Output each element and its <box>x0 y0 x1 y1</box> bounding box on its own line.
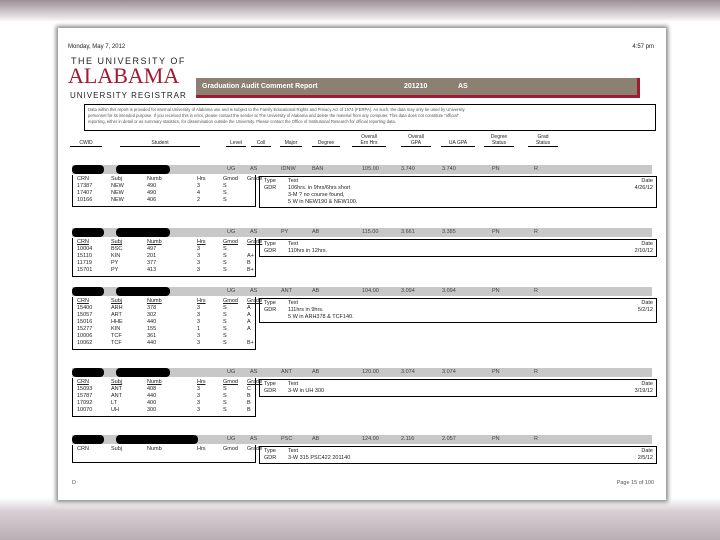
course-col-grade: Grade <box>247 239 263 245</box>
course-cell-crn: 10166 <box>77 197 93 203</box>
column-header-line: Status <box>484 140 514 147</box>
column-header-student <box>120 140 200 147</box>
comment-text: 3-W 315 PSC422 201140 <box>288 455 351 461</box>
comment-table <box>259 298 657 323</box>
comment-table <box>259 239 657 257</box>
course-col-subj: Subj <box>111 176 123 182</box>
course-cell-gmod: S <box>223 386 227 392</box>
course-cell-subj: ART <box>111 312 122 318</box>
comment-col-date: Date <box>641 178 653 184</box>
student-level: UG <box>227 229 236 235</box>
course-cell-grade: A <box>247 312 251 318</box>
course-cell-subj: KIN <box>111 253 121 259</box>
course-table <box>72 175 263 207</box>
course-col-grade: Grade <box>247 176 263 182</box>
student-row-bar <box>72 435 652 444</box>
course-table <box>72 445 263 463</box>
course-cell-crn: 10062 <box>77 340 93 346</box>
student-major: PSC <box>281 436 293 442</box>
student-gpa: 3.074 <box>401 369 415 375</box>
course-cell-gmod: S <box>223 393 227 399</box>
course-cell-numb: 440 <box>147 319 157 325</box>
course-cell-subj: BSC <box>111 246 123 252</box>
course-cell-gmod: S <box>223 407 227 413</box>
course-cell-subj: TCF <box>111 333 122 339</box>
course-cell-numb: 361 <box>147 333 157 339</box>
redacted-cwid <box>72 228 104 237</box>
course-cell-numb: 400 <box>147 400 157 406</box>
comment-col-text: Text <box>288 241 299 247</box>
course-cell-gmod: S <box>223 333 227 339</box>
report-title: Graduation Audit Comment Report <box>202 83 318 90</box>
redacted-cwid <box>72 435 104 444</box>
course-cell-gmod: S <box>223 400 227 406</box>
course-cell-grade: B+ <box>247 340 254 346</box>
column-header-gpa1 <box>401 134 431 147</box>
course-cell-hrs: 2 <box>197 197 201 203</box>
student-major: IDNW <box>281 166 296 172</box>
course-cell-hrs: 3 <box>197 340 201 346</box>
course-cell-hrs: 3 <box>197 183 201 189</box>
student-ua_gpa: 3.740 <box>442 166 456 172</box>
comment-col-date: Date <box>641 381 653 387</box>
student-hrs: 124.00 <box>362 436 379 442</box>
student-level: UG <box>227 436 236 442</box>
comment-table <box>259 176 657 208</box>
course-cell-grade: A+ <box>247 253 254 259</box>
course-cell-numb: 406 <box>147 197 157 203</box>
course-cell-hrs: 3 <box>197 305 201 311</box>
comment-text: 3-W in UH 300 <box>288 388 325 394</box>
comment-type: GDR <box>264 185 277 191</box>
course-col-hrs: Hrs <box>197 298 206 304</box>
course-col-crn: CRN <box>77 239 89 245</box>
course-cell-hrs: 3 <box>197 386 201 392</box>
course-cell-hrs: 3 <box>197 400 201 406</box>
course-cell-crn: 11719 <box>77 260 92 266</box>
comment-col-type: Type <box>264 381 276 387</box>
report-time: 4:57 pm <box>632 44 654 50</box>
column-header-line: Grad <box>537 134 549 140</box>
course-cell-crn: 15110 <box>77 253 92 259</box>
course-col-gmod: Gmod <box>223 379 238 385</box>
comment-date: 2/5/12 <box>637 455 653 461</box>
course-cell-grade: B+ <box>247 267 254 273</box>
course-cell-subj: LT <box>111 400 118 406</box>
course-col-gmod: Gmod <box>223 298 238 304</box>
column-header-line: Status <box>528 140 558 147</box>
logo-line1: THE UNIVERSITY OF <box>71 56 186 66</box>
course-col-numb: Numb <box>147 298 162 304</box>
course-cell-hrs: 4 <box>197 190 201 196</box>
course-cell-subj: UH <box>111 407 119 413</box>
redacted-student-name <box>116 287 170 296</box>
comment-col-date: Date <box>641 241 653 247</box>
course-cell-gmod: S <box>223 190 227 196</box>
course-cell-numb: 440 <box>147 340 157 346</box>
redacted-student-name <box>116 228 170 237</box>
course-cell-gmod: S <box>223 340 227 346</box>
course-cell-hrs: 3 <box>197 260 201 266</box>
report-college: AS <box>458 83 468 90</box>
course-col-numb: Numb <box>147 379 162 385</box>
column-header-level <box>226 140 246 147</box>
student-row-bar <box>72 228 652 237</box>
student-coll: AS <box>250 166 258 172</box>
course-cell-grade: A <box>247 305 251 311</box>
course-cell-gmod: S <box>223 326 227 332</box>
student-gpa: 3.740 <box>401 166 415 172</box>
course-col-subj: Subj <box>111 298 123 304</box>
course-cell-hrs: 3 <box>197 407 201 413</box>
course-cell-crn: 15016 <box>77 319 93 325</box>
comment-col-date: Date <box>641 300 653 306</box>
course-cell-hrs: 3 <box>197 333 201 339</box>
student-row-bar <box>72 368 652 377</box>
slide-top-border <box>0 0 720 22</box>
comment-col-text: Text <box>288 448 299 454</box>
column-header-cwid <box>70 140 102 147</box>
course-cell-numb: 497 <box>147 246 157 252</box>
student-degree: AB <box>312 436 320 442</box>
redacted-cwid <box>72 165 104 174</box>
column-header-line: Coll <box>251 140 271 147</box>
report-term: 201210 <box>404 83 428 90</box>
student-row-bar <box>72 165 652 174</box>
slide-bottom-border <box>0 498 720 540</box>
course-col-gmod: Gmod <box>223 239 238 245</box>
course-col-numb: Numb <box>147 176 162 182</box>
course-cell-subj: TCF <box>111 340 122 346</box>
course-cell-numb: 490 <box>147 183 157 189</box>
column-header-line: Student <box>120 140 200 147</box>
course-cell-subj: KIN <box>111 326 121 332</box>
course-cell-numb: 377 <box>147 260 157 266</box>
course-cell-crn: 15701 <box>77 267 93 273</box>
comment-col-date: Date <box>641 448 653 454</box>
comment-text: 5 W in NEW190 & NEW100. <box>288 199 358 205</box>
student-gstat: R <box>534 229 538 235</box>
report-page <box>58 28 666 500</box>
comment-col-type: Type <box>264 300 276 306</box>
course-col-gmod: Gmod <box>223 176 238 182</box>
course-cell-crn: 17387 <box>77 183 93 189</box>
student-dstat: PN <box>492 166 500 172</box>
disclaimer-box <box>84 104 656 131</box>
course-cell-crn: 15787 <box>77 393 93 399</box>
course-cell-gmod: S <box>223 183 227 189</box>
course-cell-subj: PY <box>111 260 119 266</box>
course-cell-hrs: 3 <box>197 267 201 273</box>
comment-text: 111hrs in 9hrs. <box>288 307 324 313</box>
column-header-ua_gpa <box>441 140 475 147</box>
comment-text: 5 W in ARH378 & TCF140. <box>288 314 354 320</box>
course-cell-subj: PY <box>111 267 119 273</box>
course-cell-subj: NEW <box>111 183 124 189</box>
column-header-line: Ern Hrs <box>352 140 386 147</box>
course-cell-grade: C <box>247 386 251 392</box>
disclaimer-line: personnel for its intended purpose. If you received this in error, please contact the sender at The University of Alabama and delete the material from any computer. This data does not constitute "official" <box>88 113 459 118</box>
student-hrs: 115.00 <box>362 229 379 235</box>
comment-text: 110hrs in 12hrs. <box>288 248 328 254</box>
course-col-hrs: Hrs <box>197 446 206 452</box>
course-col-numb: Numb <box>147 446 162 452</box>
comment-col-text: Text <box>288 300 299 306</box>
course-cell-gmod: S <box>223 267 227 273</box>
column-header-major <box>280 140 302 147</box>
column-header-line: GPA <box>401 140 431 147</box>
course-cell-crn: 15277 <box>77 326 93 332</box>
course-cell-numb: 378 <box>147 305 157 311</box>
column-header-line: UA GPA <box>441 140 475 147</box>
student-dstat: PN <box>492 229 500 235</box>
course-cell-grade: B <box>247 400 251 406</box>
comment-col-type: Type <box>264 241 276 247</box>
course-cell-hrs: 3 <box>197 393 201 399</box>
course-cell-crn: 10070 <box>77 407 93 413</box>
student-gpa: 2.116 <box>401 436 415 442</box>
comment-table <box>259 379 657 397</box>
redacted-cwid <box>72 368 104 377</box>
column-header-line: Major <box>280 140 302 147</box>
comment-date: 2/10/12 <box>634 248 653 254</box>
course-col-gmod: Gmod <box>223 446 238 452</box>
course-cell-crn: 15057 <box>77 312 93 318</box>
comment-type: GDR <box>264 388 277 394</box>
course-col-crn: CRN <box>77 446 89 452</box>
course-col-grade: Grade <box>247 379 263 385</box>
course-cell-hrs: 3 <box>197 312 201 318</box>
course-cell-crn: 15093 <box>77 386 93 392</box>
student-gstat: R <box>534 288 538 294</box>
logo-line3: UNIVERSITY REGISTRAR <box>70 91 187 100</box>
course-cell-grade: B <box>247 260 251 266</box>
course-col-subj: Subj <box>111 446 123 452</box>
student-degree: BAN <box>312 166 324 172</box>
course-col-grade: Grade <box>247 446 263 452</box>
student-ua_gpa: 3.385 <box>442 229 456 235</box>
student-gpa: 3.094 <box>401 288 415 294</box>
course-cell-numb: 302 <box>147 312 157 318</box>
comment-date: 3/19/12 <box>634 388 653 394</box>
comment-date: 4/26/12 <box>634 185 653 191</box>
course-col-hrs: Hrs <box>197 379 206 385</box>
course-table <box>72 238 263 277</box>
course-cell-gmod: S <box>223 260 227 266</box>
course-col-grade: Grade <box>247 298 263 304</box>
student-major: ANT <box>281 288 292 294</box>
course-cell-subj: ANT <box>111 393 122 399</box>
comment-col-type: Type <box>264 178 276 184</box>
student-gstat: R <box>534 166 538 172</box>
course-cell-subj: NEW <box>111 190 124 196</box>
course-cell-grade: B <box>247 393 251 399</box>
course-col-crn: CRN <box>77 298 89 304</box>
page-number: Page 15 of 100 <box>616 480 654 486</box>
student-level: UG <box>227 288 236 294</box>
course-cell-gmod: S <box>223 246 227 252</box>
column-header-hrs1 <box>352 134 386 147</box>
student-dstat: PN <box>492 369 500 375</box>
comment-text: 106hrs. in 9hrs/6hrs short <box>288 185 351 191</box>
course-col-crn: CRN <box>77 176 89 182</box>
course-cell-gmod: S <box>223 312 227 318</box>
course-cell-numb: 155 <box>147 326 157 332</box>
comment-text: 3-M ? no course found, <box>288 192 345 198</box>
student-coll: AS <box>250 369 258 375</box>
course-cell-numb: 413 <box>147 267 157 273</box>
student-row-bar <box>72 287 652 296</box>
student-ua_gpa: 3.074 <box>442 369 456 375</box>
student-coll: AS <box>250 229 258 235</box>
logo-alabama: ALABAMA <box>68 63 180 88</box>
comment-col-text: Text <box>288 381 299 387</box>
column-header-coll <box>251 140 271 147</box>
student-gstat: R <box>534 369 538 375</box>
column-header-line: CWID <box>70 140 102 147</box>
column-header-dstat1 <box>484 134 514 147</box>
comment-col-text: Text <box>288 178 299 184</box>
course-cell-grade: B <box>247 407 251 413</box>
column-header-line: Level <box>226 140 246 147</box>
course-cell-numb: 201 <box>147 253 157 259</box>
disclaimer-line: Data within this report is provided for internal University of Alabama use and is subject to the Family Educational Rights and Privacy Act of 1974 (FERPA). As such, the data may only be used by University <box>88 107 465 112</box>
course-col-subj: Subj <box>111 239 123 245</box>
redacted-student-name <box>116 165 170 174</box>
comment-col-type: Type <box>264 448 276 454</box>
student-hrs: 104.00 <box>362 288 379 294</box>
student-major: PY <box>281 229 289 235</box>
report-date: Monday, May 7, 2012 <box>68 44 126 50</box>
course-cell-numb: 440 <box>147 393 157 399</box>
student-ua_gpa: 2.057 <box>442 436 456 442</box>
student-degree: AB <box>312 229 320 235</box>
redacted-cwid <box>72 287 104 296</box>
course-cell-crn: 10004 <box>77 246 93 252</box>
course-table <box>72 378 263 417</box>
course-cell-gmod: S <box>223 305 227 311</box>
course-cell-subj: HHE <box>111 319 123 325</box>
student-level: UG <box>227 166 236 172</box>
redacted-student-name <box>116 368 170 377</box>
course-cell-gmod: S <box>223 253 227 259</box>
comment-type: GDR <box>264 248 277 254</box>
disclaimer-line: reporting, either in detail or as summary statistics, for dissemination outside the University. Please contact the Office of Institutional Research for official reporting data. <box>88 119 396 124</box>
student-dstat: PN <box>492 436 500 442</box>
course-cell-subj: NEW <box>111 197 124 203</box>
course-cell-subj: ARH <box>111 305 123 311</box>
course-cell-gmod: S <box>223 197 227 203</box>
comment-type: GDR <box>264 455 277 461</box>
column-header-line: Degree <box>312 140 340 147</box>
course-col-subj: Subj <box>111 379 123 385</box>
student-coll: AS <box>250 288 258 294</box>
course-cell-crn: 15400 <box>77 305 93 311</box>
student-degree: AB <box>312 288 320 294</box>
comment-date: 5/2/12 <box>637 307 653 313</box>
student-degree: AB <box>312 369 320 375</box>
column-header-gstat1 <box>528 134 558 147</box>
course-col-hrs: Hrs <box>197 176 206 182</box>
course-cell-hrs: 1 <box>197 326 201 332</box>
student-ua_gpa: 3.094 <box>442 288 456 294</box>
student-hrs: 105.00 <box>362 166 379 172</box>
course-cell-numb: 490 <box>147 190 157 196</box>
student-gpa: 3.661 <box>401 229 415 235</box>
student-dstat: PN <box>492 288 500 294</box>
course-cell-hrs: 3 <box>197 319 201 325</box>
course-cell-grade: A <box>247 319 251 325</box>
course-cell-crn: 17407 <box>77 190 93 196</box>
student-major: ANT <box>281 369 292 375</box>
course-cell-hrs: 3 <box>197 253 201 259</box>
course-cell-subj: ANT <box>111 386 122 392</box>
column-header-line: Overall <box>361 134 377 140</box>
column-header-line: Overall <box>408 134 424 140</box>
course-cell-hrs: 3 <box>197 246 201 252</box>
course-cell-numb: 300 <box>147 407 157 413</box>
student-coll: AS <box>250 436 258 442</box>
student-hrs: 120.00 <box>362 369 379 375</box>
course-cell-grade: A <box>247 326 251 332</box>
student-level: UG <box>227 369 236 375</box>
comment-table <box>259 446 657 464</box>
course-col-crn: CRN <box>77 379 89 385</box>
course-cell-crn: 10006 <box>77 333 93 339</box>
course-table <box>72 297 263 350</box>
course-col-hrs: Hrs <box>197 239 206 245</box>
column-header-degree <box>312 140 340 147</box>
course-col-numb: Numb <box>147 239 162 245</box>
comment-type: GDR <box>264 307 277 313</box>
course-cell-gmod: S <box>223 319 227 325</box>
footer-left: D <box>72 480 76 486</box>
course-cell-crn: 17092 <box>77 400 93 406</box>
column-header-line: Degree <box>490 134 508 140</box>
course-cell-numb: 408 <box>147 386 157 392</box>
student-gstat: R <box>534 436 538 442</box>
redacted-student-name <box>116 435 198 444</box>
report-title-band <box>196 78 640 98</box>
